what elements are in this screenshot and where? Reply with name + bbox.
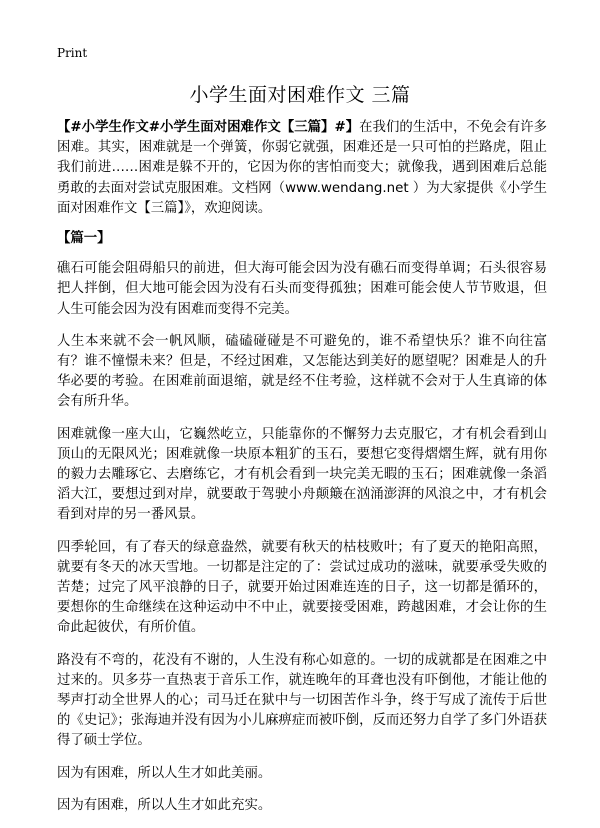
paragraph-5: 路没有不弯的，花没有不谢的，人生没有称心如意的。一切的成就都是在困难之中过来的。贝多芬一直热衷于音乐工作，就连晚年的耳聋也没有吓倒他，才能让他的琴声打动全世界人的心；司马迁在狱中与一切困苦作斗争，终于写成了流传于后世的《史记》；张海迪并没有因为小儿麻痹症而被吓倒，反而还努力自学了多门外语获得了硕士学位。: [57, 652, 547, 749]
intro-paragraph: [57, 118, 547, 219]
paragraph-3: 困难就像一座大山，它巍然屹立，只能靠你的不懈努力去克服它，才有机会看到山顶山的无限风光；困难就像一块原本粗犷的玉石，要想它变得熠熠生辉，就有用你的毅力去雕琢它、去磨练它，才有机会看到一块完美无暇的玉石；困难就像一条滔滔大江，要想过到对岸，就要敢于驾驶小舟颠簸在汹涌澎湃的风浪之中，才有机会看到对岸的另一番风景。: [57, 426, 547, 523]
intro-tag-prefix: 【#小学生作文#小学生面对困难作文【三篇】#】: [57, 120, 360, 135]
section-heading: 【篇一】: [57, 231, 111, 247]
page-title: 小学生面对困难作文 三篇: [189, 84, 411, 106]
paragraph-4: 四季轮回，有了春天的绿意盎然，就要有秋天的枯枝败叶；有了夏天的艳阳高照，就要有冬天的冰天雪地。一切都是注定的了：尝试过成功的滋味，就要承受失败的苦楚；过完了风平浪静的日子，就要开始过困难连连的日子，这一切都是循环的，要想你的生命继续在这种运动中不中止，就要接受困难，跨越困难，才会让你的生命此起彼伏，有所价值。: [57, 539, 547, 636]
intro-text: 在我们的生活中，不免会有许多困难。其实，困难就是一个弹簧，你弱它就强，困难还是一只可怕的拦路虎，阻止我们前进……困难是躲不开的，它因为你的害怕而变大；就像我，遇到困难后总能勇敢的去面对尝试克服困难。文档网（www.wendang.net ）为大家提供《小学生面对困难作文【三篇】》，欢迎阅读。: [57, 120, 547, 216]
paragraph-1: 礁石可能会阻碍船只的前进，但大海可能会因为没有礁石而变得单调；石头很容易把人拌倒，但大地可能会因为没有石头而变得孤独；困难可能会使人节节败退，但人生可能会因为没有困难而变得不完美。: [57, 261, 547, 317]
paragraph-7: 因为有困难，所以人生才如此充实。: [57, 797, 272, 813]
article-body: [57, 118, 547, 828]
paragraph-6: 因为有困难，所以人生才如此美丽。: [57, 765, 272, 781]
paragraph-2: 人生本来就不会一帆风顺，磕磕碰碰是不可避免的，谁不希望快乐？谁不向往富有？谁不憧憬未来？但是，不经过困难，又怎能达到美好的愿望呢？困难是人的升华必要的考验。在困难前面退缩，就是经不住考验，这样就不会对于人生真谛的体会有所升华。: [57, 333, 547, 410]
print-link[interactable]: Print: [57, 46, 88, 60]
